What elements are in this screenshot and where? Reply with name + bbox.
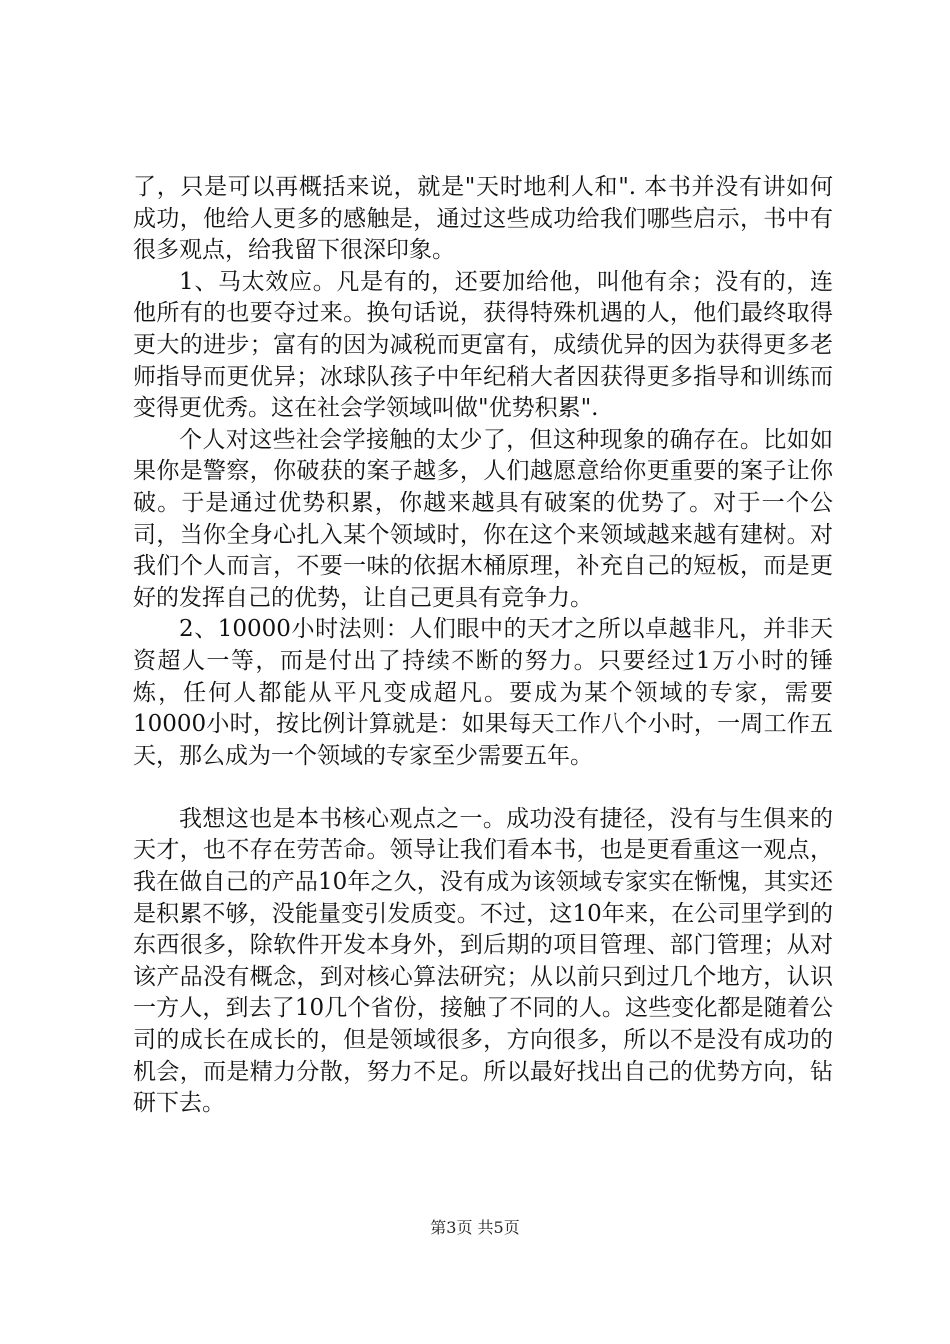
paragraph-spacer [133,772,833,804]
document-body [133,172,833,1120]
page-footer: 第3页 共5页 [430,1218,520,1237]
paragraph-personal-reflection: 个人对这些社会学接触的太少了，但这种现象的确存在。比如如果你是警察，你破获的案子越多，人们越愿意给你更重要的案子让你破。于是通过优势积累，你越来越具有破案的优势了。对于一个公司，当你全身心扎入某个领域时，你在这个来领域越来越有建树。对我们个人而言，不要一味的依据木桶原理，补充自己的短板，而是更好的发挥自己的优势，让自己更具有竞争力。 [133,426,833,611]
paragraph-continuation: 了，只是可以再概括来说，就是"天时地利人和". 本书并没有讲如何成功，他给人更多的感触是，通过这些成功给我们哪些启示，书中有很多观点，给我留下很深印象。 [133,174,833,264]
paragraph-matthew-effect: 1、马太效应。凡是有的，还要加给他，叫他有余；没有的，连他所有的也要夺过来。换句话说，获得特殊机遇的人，他们最终取得更大的进步；富有的因为减税而更富有，成绩优异的因为获得更多老师指导而更优异；冰球队孩子中年纪稍大者因获得更多指导和训练而变得更优秀。这在社会学领域叫做"优势积累". [133,268,833,422]
paragraph-10000-hour-rule: 2、10000小时法则：人们眼中的天才之所以卓越非凡，并非天资超人一等，而是付出了持续不断的努力。只要经过1万小时的锤炼，任何人都能从平凡变成超凡。要成为某个领域的专家，需要10000小时，按比例计算就是：如果每天工作八个小时，一周工作五天，那么成为一个领域的专家至少需要五年。 [133,616,833,769]
paragraph-core-viewpoint: 我想这也是本书核心观点之一。成功没有捷径，没有与生俱来的天才，也不存在劳苦命。领导让我们看本书，也是更看重这一观点，我在做自己的产品10年之久，没有成为该领域专家实在惭愧，其实还是积累不够，没能量变引发质变。不过，这10年来，在公司里学到的东西很多，除软件开发本身外，到后期的项目管理、部门管理；从对该产品没有概念，到对核心算法研究；从以前只到过几个地方，认识一方人，到去了10几个省份，接触了不同的人。这些变化都是随着公司的成长在成长的，但是领域很多，方向很多，所以不是没有成功的机会，而是精力分散，努力不足。所以最好找出自己的优势方向，钻研下去。 [133,805,833,1117]
